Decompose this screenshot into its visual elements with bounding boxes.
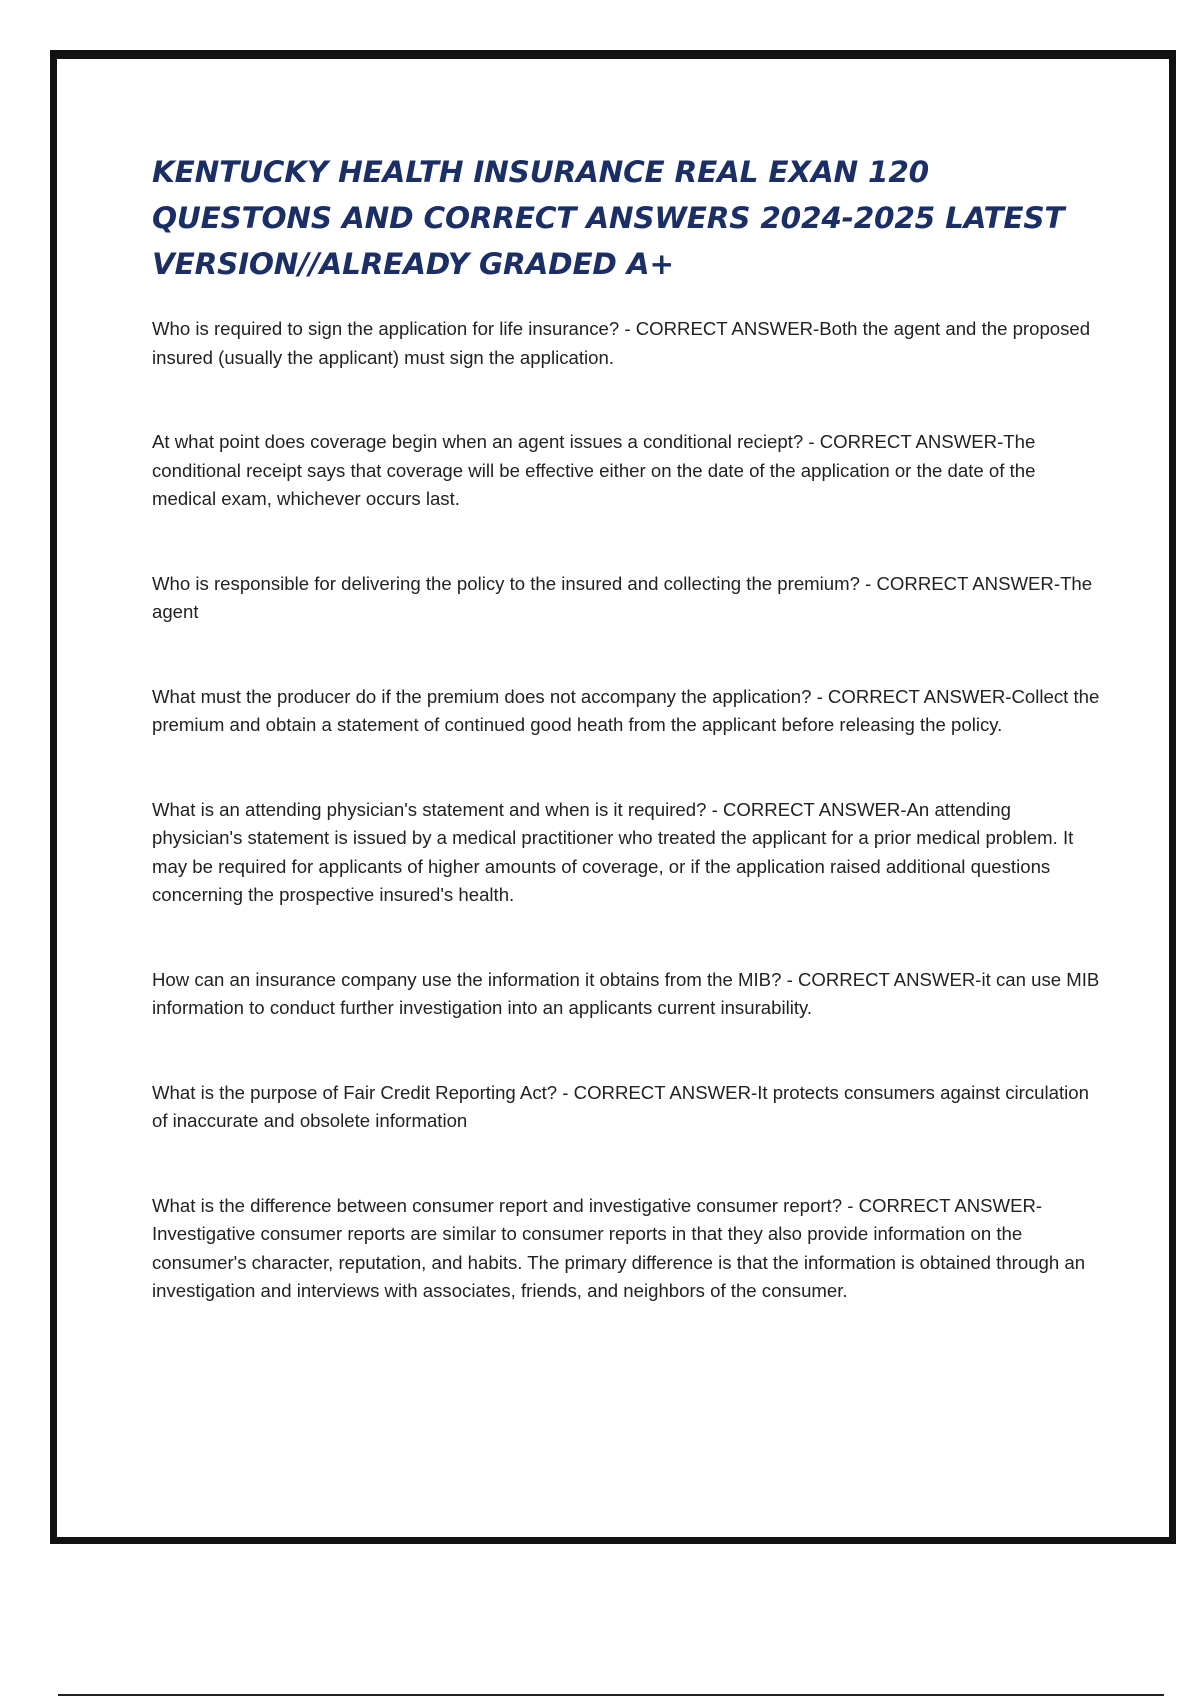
question-text: Who is responsible for delivering the policy to the insured and collecting the premium? [152, 572, 860, 594]
qa-item-5 [152, 796, 1102, 910]
answer-marker: - CORRECT ANSWER- [557, 1081, 758, 1103]
answer-marker: - CORRECT ANSWER- [842, 1194, 1043, 1216]
qa-item-4 [152, 683, 1102, 740]
answer-text: it can use MIB information to conduct further investigation into an applicants current insurability. [152, 968, 1100, 1018]
qa-item-8 [152, 1192, 1102, 1306]
answer-marker: - CORRECT ANSWER- [706, 798, 907, 820]
answer-text: The agent [152, 572, 1093, 622]
qa-item-1 [152, 315, 1102, 372]
answer-text: Collect the premium and obtain a statement of continued good heath from the applicant before releasing the policy. [152, 685, 1100, 735]
question-text: At what point does coverage begin when an agent issues a conditional reciept? [152, 431, 804, 452]
answer-marker: - CORRECT ANSWER- [803, 431, 1004, 452]
answer-marker: - CORRECT ANSWER- [619, 318, 820, 339]
answer-marker: - CORRECT ANSWER- [859, 572, 1061, 594]
question-text: How can an insurance company use the information it obtains from the MIB? [152, 968, 782, 990]
bottom-divider-line [58, 1694, 1164, 1696]
question-text: What is an attending physician's statement and when is it required? [152, 798, 707, 820]
qa-item-7 [152, 1079, 1102, 1136]
qa-item-3 [152, 570, 1102, 627]
question-text: Who is required to sign the application for life insurance? [152, 318, 620, 339]
answer-marker: - CORRECT ANSWER- [781, 968, 982, 990]
question-text: What must the producer do if the premium does not accompany the application? [152, 685, 812, 707]
document-page-frame [50, 50, 1176, 1544]
qa-item-2 [152, 428, 1102, 514]
document-title: KENTUCKY HEALTH INSURANCE REAL EXAN 120 QUESTONS AND CORRECT ANSWERS 2024-2025 LATEST VERSION//ALREADY GRADED A+ [152, 155, 1065, 281]
answer-marker: - CORRECT ANSWER- [811, 685, 1012, 707]
answer-text: Both the agent and the proposed insured (usually the applicant) must sign the application. [152, 318, 1091, 368]
qa-list [152, 315, 1102, 1306]
answer-text: Investigative consumer reports are similar to consumer reports in that they also provide information on the consumer's character, reputation, and habits. The primary difference is that the information is obtained through an investigation and interviews with associates, friends, and neighbors of the consumer. [152, 1223, 1086, 1301]
question-text: What is the purpose of Fair Credit Reporting Act? [152, 1081, 558, 1103]
answer-text: The conditional receipt says that coverage will be effective either on the date of the application or the date of the medical exam, whichever occurs last. [152, 431, 1036, 509]
qa-item-6 [152, 966, 1102, 1023]
question-text: What is the difference between consumer report and investigative consumer report? [152, 1194, 843, 1216]
answer-text: An attending physician's statement is issued by a medical practitioner who treated the applicant for a prior medical problem. It may be required for applicants of higher amounts of coverage, or if the application raised additional questions concerning the prospective insured's health. [152, 798, 1074, 905]
document-content [152, 149, 1102, 1362]
answer-text: It protects consumers against circulation of inaccurate and obsolete information [152, 1081, 1089, 1131]
